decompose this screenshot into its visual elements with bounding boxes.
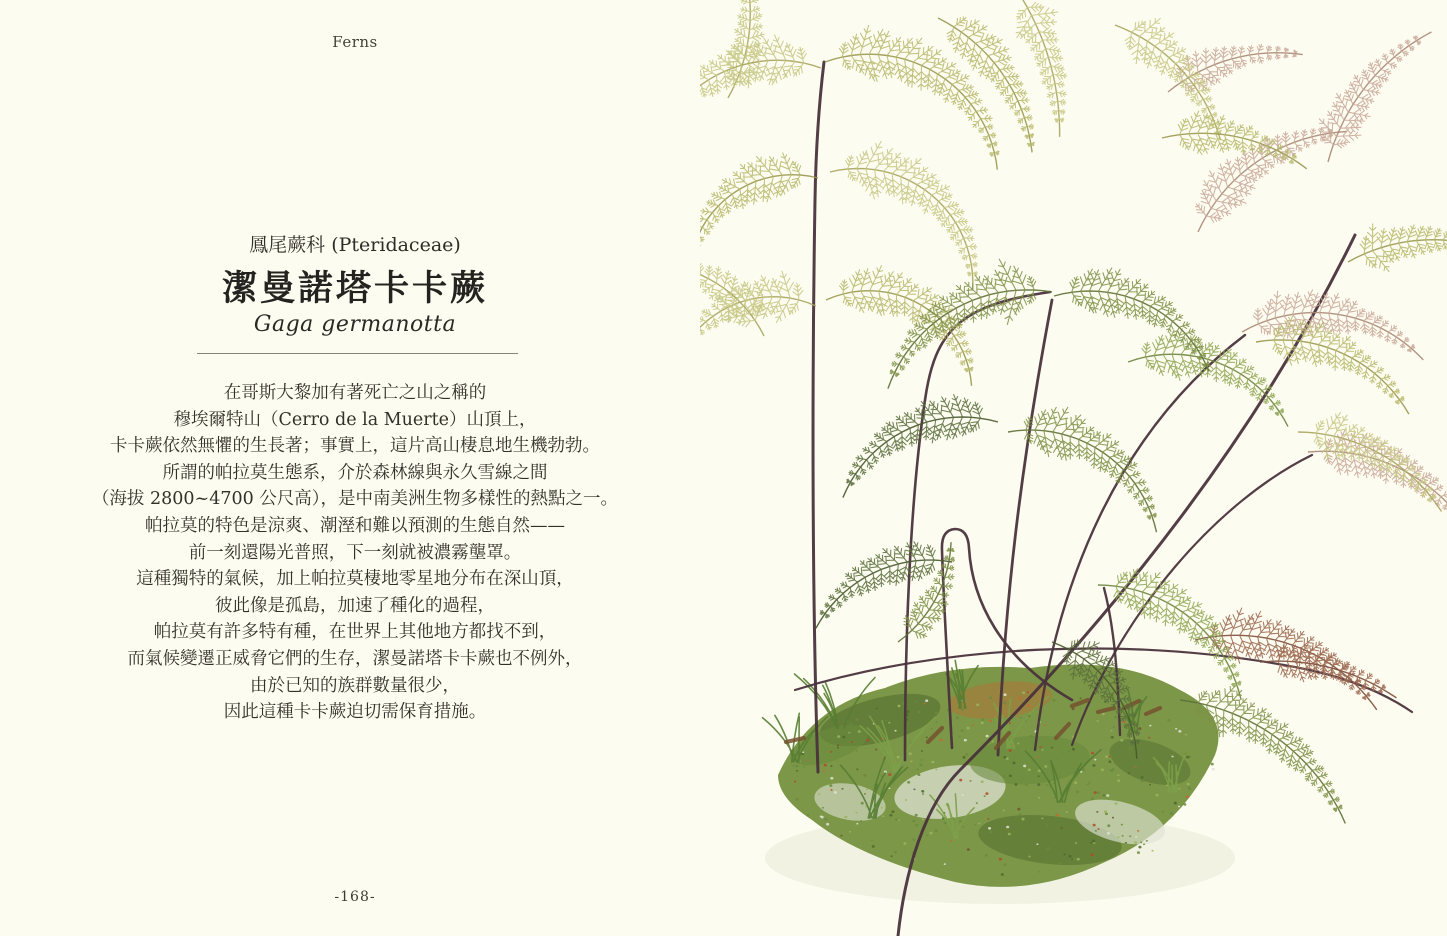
body-line: 前一刻還陽光普照，下一刻就被濃霧壟罩。 bbox=[188, 542, 522, 563]
body-line: 帕拉莫的特色是涼爽、潮溼和難以預測的生態自然—— bbox=[145, 515, 565, 536]
body-line: 穆埃爾特山（Cerro de la Muerte）山頂上， bbox=[173, 409, 537, 430]
body-line: 由於已知的族群數量很少， bbox=[250, 675, 460, 696]
running-head: Ferns bbox=[332, 33, 378, 51]
body-line: 彼此像是孤島，加速了種化的過程， bbox=[215, 595, 495, 616]
body-line: （海拔 2800~4700 公尺高），是中南美洲生物多樣性的熱點之一。 bbox=[91, 489, 619, 510]
fern-illustration bbox=[700, 0, 1447, 936]
body-line: 而氣候變遷正威脅它們的生存，潔曼諾塔卡卡蕨也不例外， bbox=[127, 648, 583, 669]
page-number: -168- bbox=[334, 889, 376, 905]
body-line: 所謂的帕拉莫生態系，介於森林線與永久雪線之間 bbox=[162, 462, 548, 483]
body-line: 卡卡蕨依然無懼的生長著；事實上，這片高山棲息地生機勃勃。 bbox=[110, 436, 600, 457]
title-divider bbox=[197, 353, 518, 354]
latin-name: Gaga germanotta bbox=[253, 312, 457, 337]
body-line: 帕拉莫有許多特有種，在世界上其他地方都找不到， bbox=[153, 622, 557, 643]
body-line: 在哥斯大黎加有著死亡之山之稱的 bbox=[223, 383, 487, 403]
body-line: 因此這種卡卡蕨迫切需保育措施。 bbox=[223, 702, 487, 723]
body-line: 這種獨特的氣候，加上帕拉莫棲地零星地分布在深山頂， bbox=[136, 569, 574, 590]
family-name: 鳳尾蕨科 (Pteridaceae) bbox=[249, 234, 461, 256]
body-text bbox=[40, 380, 670, 726]
species-title: 潔曼諾塔卡卡蕨 bbox=[221, 268, 488, 309]
